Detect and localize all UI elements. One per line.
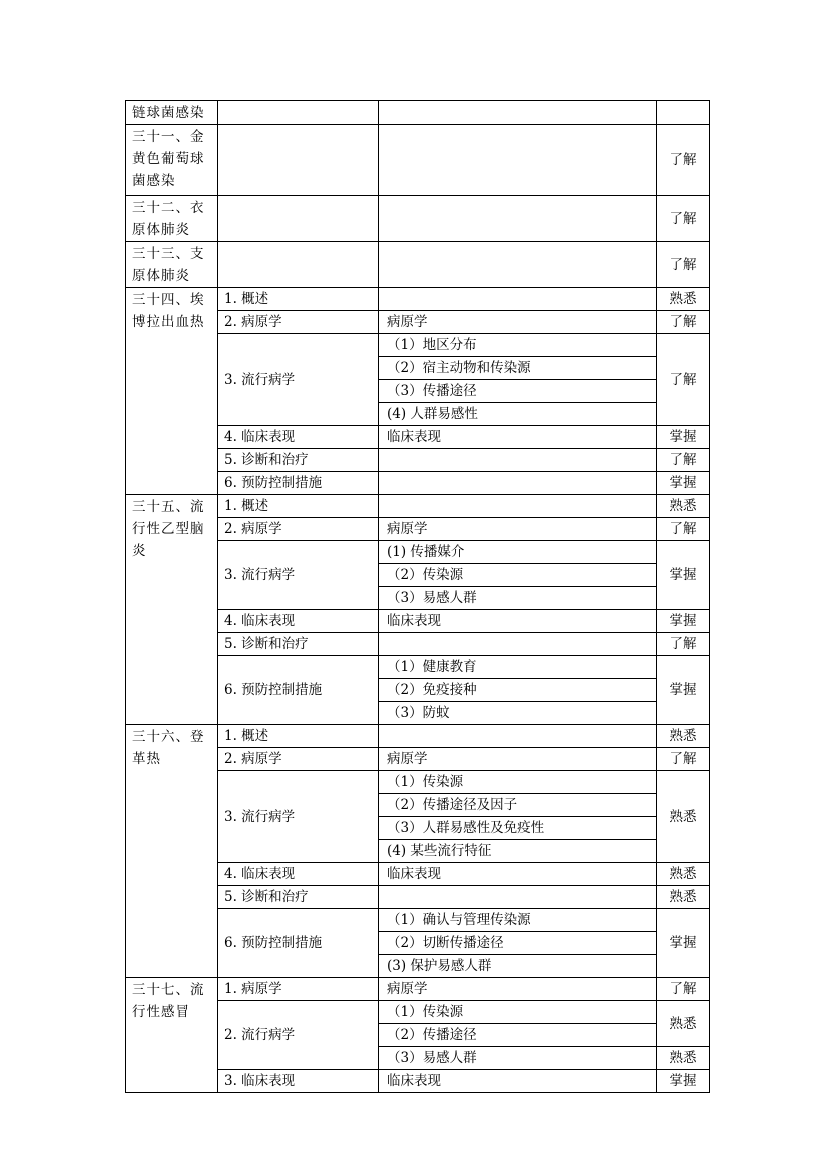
topic-cell: 3. 流行病学 (218, 771, 379, 863)
table-row (126, 495, 710, 518)
content-cell (379, 725, 657, 748)
level-cell: 掌握 (657, 541, 710, 610)
content-cell: （1）地区分布 (379, 334, 657, 357)
level-cell: 掌握 (657, 656, 710, 725)
content-cell: （1）确认与管理传染源 (379, 909, 657, 932)
topic-cell: 2. 病原学 (218, 311, 379, 334)
topic-cell: 4. 临床表现 (218, 863, 379, 886)
content-cell: （3）人群易感性及免疫性 (379, 817, 657, 840)
table-row (126, 242, 710, 288)
content-cell: （1）健康教育 (379, 656, 657, 679)
content-cell (379, 125, 657, 196)
level-cell: 了解 (657, 633, 710, 656)
table-row (126, 101, 710, 125)
content-cell (379, 633, 657, 656)
content-cell (379, 242, 657, 288)
content-cell: 临床表现 (379, 610, 657, 633)
content-cell: （3）防蚊 (379, 702, 657, 725)
level-cell: 了解 (657, 125, 710, 196)
level-cell: 熟悉 (657, 1001, 710, 1047)
level-cell: 掌握 (657, 610, 710, 633)
topic-cell: 1. 病原学 (218, 978, 379, 1001)
content-cell: 病原学 (379, 518, 657, 541)
table-row (126, 978, 710, 1001)
topic-cell: 1. 概述 (218, 725, 379, 748)
topic-cell: 1. 概述 (218, 495, 379, 518)
content-cell: 病原学 (379, 748, 657, 771)
content-cell: （2）切断传播途径 (379, 932, 657, 955)
table-row (126, 125, 710, 196)
content-cell: (3) 保护易感人群 (379, 955, 657, 978)
disease-cell: 三十六、登革热 (126, 725, 218, 978)
topic-cell: 4. 临床表现 (218, 610, 379, 633)
content-cell: 病原学 (379, 978, 657, 1001)
content-cell (379, 288, 657, 311)
content-cell: （2）免疫接种 (379, 679, 657, 702)
content-cell: (4) 人群易感性 (379, 403, 657, 426)
content-cell: 临床表现 (379, 426, 657, 449)
topic-cell: 6. 预防控制措施 (218, 909, 379, 978)
content-cell (379, 495, 657, 518)
content-cell: （2）传播途径及因子 (379, 794, 657, 817)
level-cell: 熟悉 (657, 771, 710, 863)
level-cell: 了解 (657, 242, 710, 288)
content-cell: 病原学 (379, 311, 657, 334)
content-cell: （1）传染源 (379, 771, 657, 794)
level-cell: 熟悉 (657, 1047, 710, 1070)
content-cell (379, 472, 657, 495)
level-cell: 熟悉 (657, 288, 710, 311)
content-cell: （2）传播途径 (379, 1024, 657, 1047)
level-cell: 熟悉 (657, 886, 710, 909)
content-cell: （3）传播途径 (379, 380, 657, 403)
topic-cell (218, 125, 379, 196)
content-cell: 临床表现 (379, 863, 657, 886)
table-row (126, 725, 710, 748)
content-cell: （2）传染源 (379, 564, 657, 587)
table-row (126, 196, 710, 242)
syllabus-table (125, 100, 710, 1093)
content-cell: (1) 传播媒介 (379, 541, 657, 564)
topic-cell: 2. 病原学 (218, 518, 379, 541)
topic-cell: 2. 流行病学 (218, 1001, 379, 1070)
topic-cell (218, 101, 379, 125)
content-cell: （2）宿主动物和传染源 (379, 357, 657, 380)
content-cell (379, 886, 657, 909)
content-cell: (4) 某些流行特征 (379, 840, 657, 863)
content-cell: （3）易感人群 (379, 1047, 657, 1070)
level-cell: 掌握 (657, 1070, 710, 1093)
level-cell: 掌握 (657, 426, 710, 449)
topic-cell: 5. 诊断和治疗 (218, 449, 379, 472)
disease-cell: 三十七、流行性感冒 (126, 978, 218, 1093)
topic-cell: 1. 概述 (218, 288, 379, 311)
content-cell: 临床表现 (379, 1070, 657, 1093)
level-cell: 了解 (657, 748, 710, 771)
level-cell: 掌握 (657, 909, 710, 978)
disease-cell: 三十四、埃博拉出血热 (126, 288, 218, 495)
level-cell: 了解 (657, 978, 710, 1001)
topic-cell: 2. 病原学 (218, 748, 379, 771)
topic-cell: 5. 诊断和治疗 (218, 886, 379, 909)
disease-cell: 三十五、流行性乙型脑炎 (126, 495, 218, 725)
topic-cell (218, 242, 379, 288)
topic-cell: 6. 预防控制措施 (218, 472, 379, 495)
topic-cell: 6. 预防控制措施 (218, 656, 379, 725)
disease-cell: 三十二、衣原体肺炎 (126, 196, 218, 242)
disease-cell: 三十一、金黄色葡萄球菌感染 (126, 125, 218, 196)
content-cell (379, 196, 657, 242)
level-cell (657, 101, 710, 125)
content-cell (379, 101, 657, 125)
level-cell: 掌握 (657, 472, 710, 495)
content-cell (379, 449, 657, 472)
level-cell: 熟悉 (657, 495, 710, 518)
topic-cell (218, 196, 379, 242)
level-cell: 熟悉 (657, 863, 710, 886)
disease-cell: 链球菌感染 (126, 101, 218, 125)
topic-cell: 5. 诊断和治疗 (218, 633, 379, 656)
topic-cell: 3. 流行病学 (218, 334, 379, 426)
level-cell: 熟悉 (657, 725, 710, 748)
content-cell: （3）易感人群 (379, 587, 657, 610)
topic-cell: 3. 临床表现 (218, 1070, 379, 1093)
topic-cell: 4. 临床表现 (218, 426, 379, 449)
disease-cell: 三十三、支原体肺炎 (126, 242, 218, 288)
content-cell: （1）传染源 (379, 1001, 657, 1024)
level-cell: 了解 (657, 196, 710, 242)
level-cell: 了解 (657, 311, 710, 334)
level-cell: 了解 (657, 518, 710, 541)
level-cell: 了解 (657, 334, 710, 426)
table-row (126, 288, 710, 311)
topic-cell: 3. 流行病学 (218, 541, 379, 610)
level-cell: 了解 (657, 449, 710, 472)
